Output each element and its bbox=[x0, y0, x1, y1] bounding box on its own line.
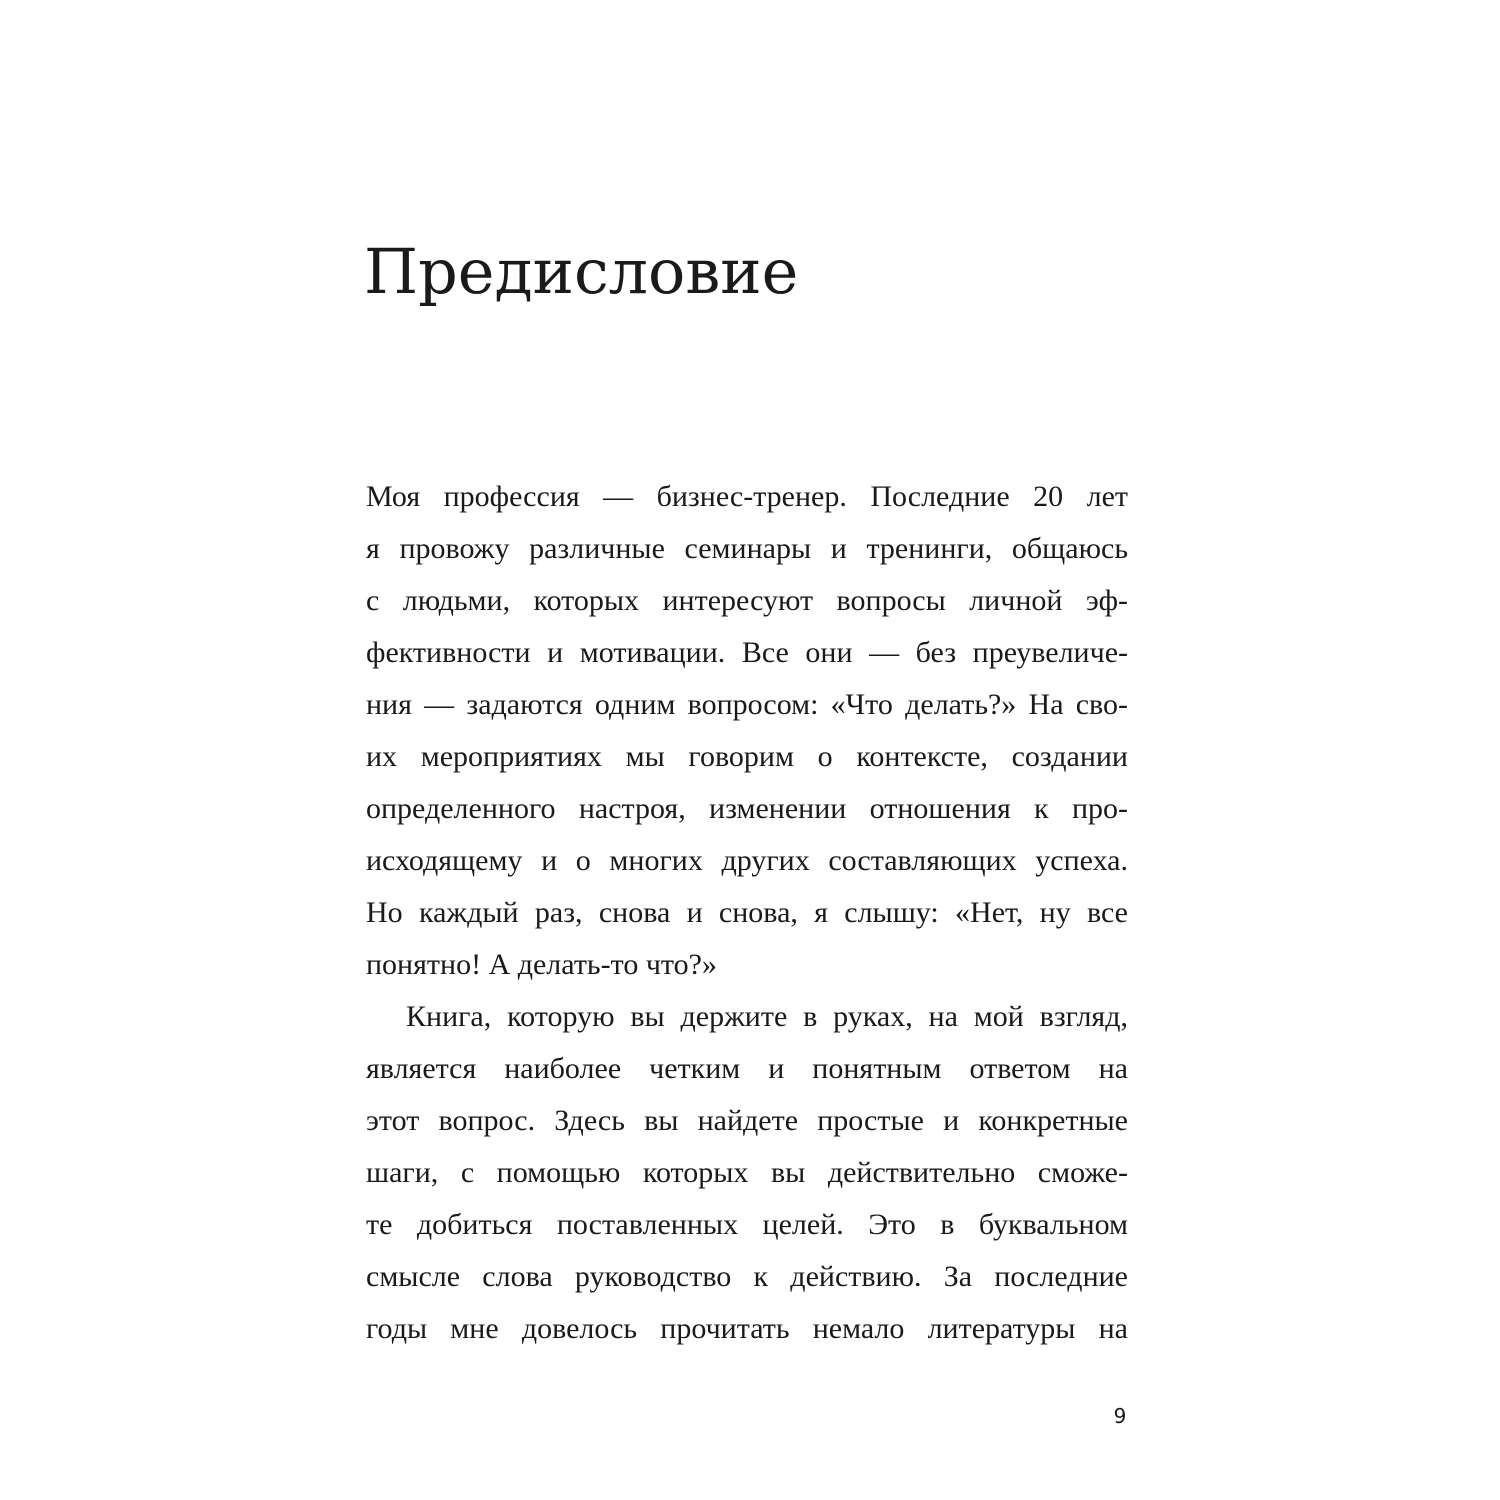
text-line: исходящему и о многих других составляющих успеха. bbox=[366, 844, 1128, 877]
paragraph-2 bbox=[366, 991, 1128, 1355]
text-line: их мероприятиях мы говорим о контексте, создании bbox=[366, 740, 1128, 773]
text-line: Но каждый раз, снова и снова, я слышу: «Нет, ну все bbox=[366, 896, 1128, 929]
text-line: я провожу различные семинары и тренинги, общаюсь bbox=[366, 532, 1128, 565]
text-line: ния — задаются одним вопросом: «Что делать?» На сво- bbox=[366, 688, 1128, 721]
text-line: определенного настроя, изменении отношения к про- bbox=[366, 792, 1128, 825]
text-line: шаги, с помощью которых вы действительно сможе- bbox=[366, 1156, 1128, 1189]
page-number: 9 bbox=[1113, 1404, 1127, 1428]
paragraph-1 bbox=[366, 471, 1128, 991]
text-line: годы мне довелось прочитать немало литературы на bbox=[366, 1312, 1128, 1345]
text-line: смысле слова руководство к действию. За последние bbox=[366, 1260, 1128, 1293]
text-line: этот вопрос. Здесь вы найдете простые и конкретные bbox=[366, 1104, 1128, 1137]
text-line: те добиться поставленных целей. Это в буквальном bbox=[366, 1208, 1128, 1241]
chapter-title: Предисловие bbox=[364, 235, 799, 308]
body-text bbox=[366, 471, 1128, 1355]
text-line: фективности и мотивации. Все они — без преувеличе- bbox=[366, 636, 1128, 669]
text-line: Моя профессия — бизнес-тренер. Последние 20 лет bbox=[366, 480, 1128, 513]
text-line: понятно! А делать-то что?» bbox=[366, 948, 717, 981]
text-line: является наиболее четким и понятным ответом на bbox=[366, 1052, 1128, 1085]
text-line: Книга, которую вы держите в руках, на мой взгляд, bbox=[406, 1000, 1128, 1033]
text-line: с людьми, которых интересуют вопросы личной эф- bbox=[366, 584, 1128, 617]
